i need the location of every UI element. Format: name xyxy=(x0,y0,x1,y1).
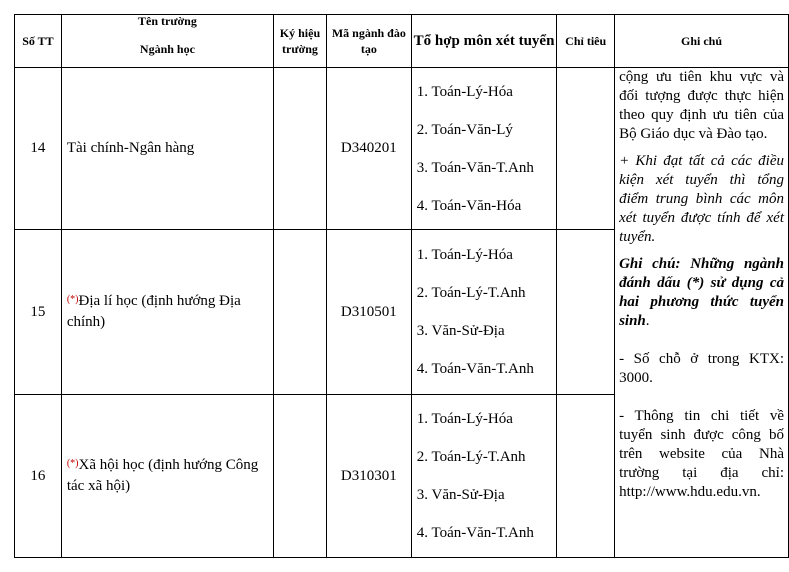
header-ten-truong: Tên trường xyxy=(138,14,197,28)
header-row xyxy=(15,15,789,68)
row-combos xyxy=(411,68,557,230)
row-stt: 16 xyxy=(15,395,62,558)
row-name-text: Xã hội học (định hướng Công tác xã hội) xyxy=(66,457,259,494)
note-dorm: - Số chỗ ở trong KTX: 3000. xyxy=(619,351,784,386)
admissions-table xyxy=(14,14,789,558)
combo-item: 1. Toán-Lý-Hóa xyxy=(416,247,513,263)
header-ghi-chu: Ghi chú xyxy=(615,15,789,68)
header-to-hop: Tổ hợp môn xét tuyển xyxy=(411,15,557,68)
row-chi-tieu xyxy=(557,395,615,558)
row-stt: 15 xyxy=(15,230,62,395)
note-marked-text: Ghi chú: Những ngành đánh dấu (*) sử dụng cả hai phương thức tuyển sinh xyxy=(619,256,784,329)
combo-item: 2. Toán-Lý-T.Anh xyxy=(416,285,526,301)
combo-item: 1. Toán-Lý-Hóa xyxy=(416,411,513,427)
row-ma: D310501 xyxy=(326,230,411,395)
header-ma-nganh: Mã ngành đào tạo xyxy=(326,15,411,68)
row-ky-hieu xyxy=(274,230,327,395)
combo-item: 4. Toán-Văn-Hóa xyxy=(416,197,522,214)
row-ma: D310301 xyxy=(326,395,411,558)
row-chi-tieu xyxy=(557,68,615,230)
row-name-text: Tài chính-Ngân hàng xyxy=(66,140,195,156)
row-name xyxy=(61,230,273,395)
row-ma: D340201 xyxy=(326,68,411,230)
note-marked: Ghi chú: Những ngành đánh dấu (*) sử dụng cả hai phương thức tuyển sinh. xyxy=(619,256,784,329)
header-stt: Số TT xyxy=(15,15,62,68)
asterisk-mark: (*) xyxy=(66,294,79,305)
combo-item: 3. Văn-Sử-Địa xyxy=(416,487,505,503)
notes-cell xyxy=(615,68,789,558)
row-name xyxy=(61,395,273,558)
note-website: - Thông tin chi tiết về tuyển sinh được công bố trên website của Nhà trường tại địa chỉ: http://www.hdu.edu.vn. xyxy=(619,408,784,500)
combo-item: 4. Toán-Văn-T.Anh xyxy=(416,361,534,377)
row-combos xyxy=(411,230,557,395)
row-chi-tieu xyxy=(557,230,615,395)
row-stt: 14 xyxy=(15,68,62,230)
row-combos xyxy=(411,395,557,558)
combo-item: 1. Toán-Lý-Hóa xyxy=(416,83,513,100)
note-scoring: + Khi đạt tất cả các điều kiện xét tuyển thì tổng điểm trung bình các môn xét tuyển được tính để xét tuyển. xyxy=(619,153,784,245)
header-chi-tieu: Chỉ tiêu xyxy=(557,15,615,68)
combo-item: 4. Toán-Văn-T.Anh xyxy=(416,525,534,541)
note-priority: cộng ưu tiên khu vực và đối tượng được thực hiện theo quy định ưu tiên của Bộ Giáo dục và Đào tạo. xyxy=(619,69,784,142)
combo-item: 2. Toán-Lý-T.Anh xyxy=(416,449,526,465)
combo-item: 2. Toán-Văn-Lý xyxy=(416,121,513,138)
combo-item: 3. Toán-Văn-T.Anh xyxy=(416,159,534,176)
table-row xyxy=(15,68,789,230)
header-name xyxy=(61,15,273,68)
row-name xyxy=(61,68,273,230)
header-nganh-hoc: Ngành học xyxy=(139,42,195,56)
row-ky-hieu xyxy=(274,395,327,558)
header-ky-hieu: Ký hiệu trường xyxy=(274,15,327,68)
row-name-text: Địa lí học (định hướng Địa chính) xyxy=(66,293,241,330)
combo-item: 3. Văn-Sử-Địa xyxy=(416,323,505,339)
asterisk-mark: (*) xyxy=(66,458,79,469)
row-ky-hieu xyxy=(274,68,327,230)
